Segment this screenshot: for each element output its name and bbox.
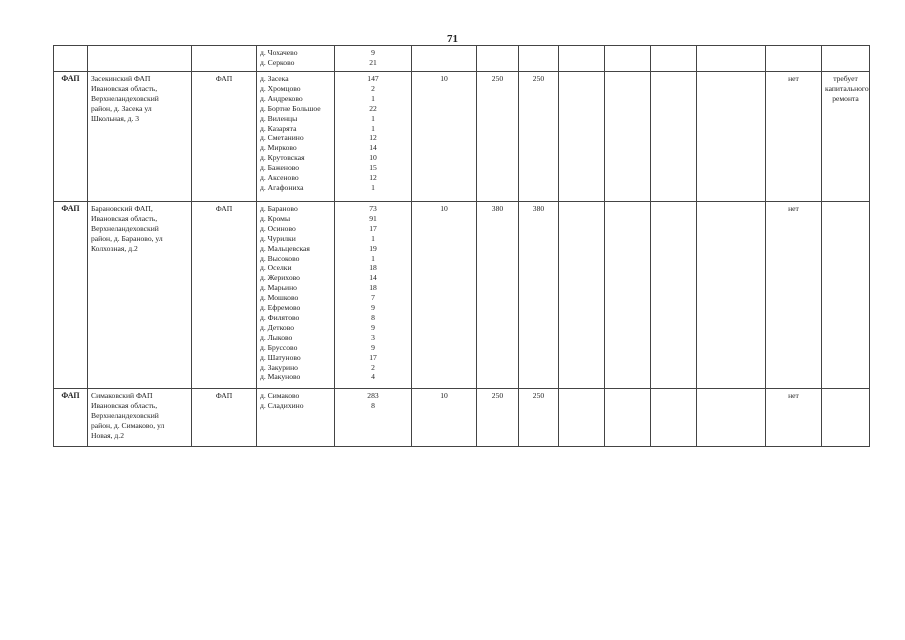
- village-population: 9: [371, 322, 375, 332]
- villages-list: [257, 72, 335, 202]
- facility-type: ФАП: [54, 72, 88, 202]
- village-population: 7: [371, 293, 375, 303]
- village-population: 9: [371, 342, 375, 352]
- village-name: д. Агафониха: [260, 182, 304, 192]
- village-population: 12: [369, 173, 377, 183]
- facility-name-line: Барановский ФАП,: [91, 204, 153, 213]
- page-number: 71: [447, 33, 458, 45]
- col-b-value: 380: [477, 202, 519, 389]
- village-name: д. Высоково: [260, 253, 300, 263]
- village-name: д. Чохачево: [260, 48, 298, 57]
- village-name: д. Шатуново: [260, 352, 301, 362]
- village-name: д. Баженово: [260, 163, 300, 173]
- villages-list: [257, 202, 335, 389]
- village-name: д. Засека: [260, 74, 289, 83]
- village-population: 1: [371, 113, 375, 123]
- facility-kind: ФАП: [192, 72, 257, 202]
- empty-cell: [605, 202, 651, 389]
- village-name: д. Бортне Большое: [260, 103, 321, 113]
- village-population: 17: [369, 352, 377, 362]
- village-name: д. Мошково: [260, 293, 299, 303]
- village-name: д. Закурино: [260, 362, 298, 372]
- village-population: 73: [369, 204, 377, 213]
- village-name: д. Мальцевская: [260, 243, 310, 253]
- col-a-value: 10: [412, 202, 477, 389]
- empty-cell: [697, 202, 766, 389]
- village-name: д. Макуново: [260, 372, 301, 382]
- facility-name-line: Симаковский ФАП: [91, 391, 153, 400]
- empty-cell: [605, 46, 651, 72]
- facility-name-line: район, д. Бараново, ул: [91, 233, 163, 243]
- empty-cell: [697, 389, 766, 447]
- facility-name: [88, 72, 192, 202]
- population-cell: [335, 46, 412, 72]
- village-name: д. Аксеново: [260, 173, 299, 183]
- village-name: д. Мирково: [260, 143, 297, 153]
- village-name: д. Виленцы: [260, 113, 298, 123]
- facility-name-line: район, д. Симаково, ул: [91, 420, 165, 430]
- status-value: нет: [766, 202, 822, 389]
- note-value: [822, 72, 870, 202]
- village-name: д. Осиново: [260, 223, 296, 233]
- villages-cell: [257, 46, 335, 72]
- col-b-value: 250: [477, 389, 519, 447]
- type-cell: [54, 46, 88, 72]
- status-value: нет: [766, 72, 822, 202]
- empty-cell: [559, 46, 605, 72]
- col-a-value: 10: [412, 72, 477, 202]
- col-c-value: 250: [519, 389, 559, 447]
- village-name: д. Лыково: [260, 332, 293, 342]
- kind-cell: [192, 46, 257, 72]
- facility-name-line: Школьная, д. 3: [91, 113, 140, 123]
- empty-cell: [605, 72, 651, 202]
- facility-row: [54, 202, 870, 389]
- facility-name-line: Колхозная, д.2: [91, 243, 138, 253]
- village-population: 147: [367, 74, 379, 83]
- villages-list: [257, 389, 335, 447]
- village-population: 3: [371, 332, 375, 342]
- note-text: требует капитального ремонта: [825, 74, 869, 103]
- empty-cell: [605, 389, 651, 447]
- village-name: д. Серково: [260, 57, 295, 67]
- table-body: [54, 46, 870, 447]
- village-name: д. Крутовская: [260, 153, 305, 163]
- col-c-cell: [519, 46, 559, 72]
- empty-cell: [559, 202, 605, 389]
- facility-kind: ФАП: [192, 202, 257, 389]
- village-population: 2: [371, 362, 375, 372]
- facility-name-line: Засекинский ФАП: [91, 74, 151, 83]
- village-population: 1: [371, 233, 375, 243]
- facility-name-line: Ивановская область,: [91, 213, 158, 223]
- facility-type: ФАП: [54, 202, 88, 389]
- village-name: д. Бруссово: [260, 342, 298, 352]
- empty-cell: [651, 389, 697, 447]
- note-value: [822, 389, 870, 447]
- village-population: 19: [369, 243, 377, 253]
- village-name: д. Ефремово: [260, 303, 301, 313]
- village-name: д. Сметанино: [260, 133, 304, 143]
- village-name: д. Андреково: [260, 93, 303, 103]
- empty-cell: [559, 389, 605, 447]
- facility-name: [88, 389, 192, 447]
- village-name: д. Филятово: [260, 312, 300, 322]
- name-cell: [88, 46, 192, 72]
- village-population: 17: [369, 223, 377, 233]
- village-population: 22: [369, 103, 377, 113]
- population-list: [335, 389, 412, 447]
- col-a-cell: [412, 46, 477, 72]
- village-population: 8: [371, 312, 375, 322]
- village-name: д. Жерихово: [260, 273, 300, 283]
- village-population: 14: [369, 273, 377, 283]
- village-population: 1: [371, 253, 375, 263]
- empty-cell: [651, 202, 697, 389]
- village-name: д. Марьино: [260, 283, 297, 293]
- facility-name-line: Верхнеландеховский: [91, 223, 159, 233]
- village-population: 1: [371, 182, 375, 192]
- facility-name-line: Ивановская область,: [91, 83, 158, 93]
- village-population: 1: [371, 93, 375, 103]
- village-population: 9: [371, 48, 375, 57]
- empty-cell: [697, 72, 766, 202]
- village-name: д. Сладихино: [260, 400, 304, 410]
- village-population: 12: [369, 133, 377, 143]
- facility-type: ФАП: [54, 389, 88, 447]
- village-population: 14: [369, 143, 377, 153]
- empty-cell: [651, 72, 697, 202]
- facility-row: [54, 389, 870, 447]
- facilities-table: [53, 45, 870, 447]
- village-name: д. Казарята: [260, 123, 297, 133]
- col-c-value: 380: [519, 202, 559, 389]
- facility-name-line: район, д. Засека ул: [91, 103, 152, 113]
- col-c-value: 250: [519, 72, 559, 202]
- status-cell: [766, 46, 822, 72]
- col-b-cell: [477, 46, 519, 72]
- facility-name-line: Новая, д.2: [91, 430, 124, 440]
- empty-cell: [651, 46, 697, 72]
- note-value: [822, 202, 870, 389]
- village-population: 283: [367, 391, 379, 400]
- population-list: [335, 202, 412, 389]
- population-list: [335, 72, 412, 202]
- village-population: 18: [369, 283, 377, 293]
- village-name: д. Хромцово: [260, 83, 301, 93]
- village-name: д. Бараново: [260, 204, 298, 213]
- facility-name-line: Ивановская область,: [91, 400, 158, 410]
- village-population: 9: [371, 303, 375, 313]
- continuation-row: [54, 46, 870, 72]
- village-name: д. Детково: [260, 322, 295, 332]
- village-population: 1: [371, 123, 375, 133]
- col-a-value: 10: [412, 389, 477, 447]
- facility-kind: ФАП: [192, 389, 257, 447]
- village-population: 15: [369, 163, 377, 173]
- village-population: 10: [369, 153, 377, 163]
- village-population: 21: [369, 57, 377, 67]
- facility-name-line: Верхнеландеховский: [91, 93, 159, 103]
- village-name: д. Симаково: [260, 391, 300, 400]
- village-population: 8: [371, 400, 375, 410]
- empty-cell: [559, 72, 605, 202]
- status-value: нет: [766, 389, 822, 447]
- village-population: 4: [371, 372, 375, 382]
- village-population: 18: [369, 263, 377, 273]
- facility-row: [54, 72, 870, 202]
- village-name: д. Оселки: [260, 263, 292, 273]
- facility-name: [88, 202, 192, 389]
- note-cell: [822, 46, 870, 72]
- village-name: д. Чурилки: [260, 233, 296, 243]
- empty-cell: [697, 46, 766, 72]
- facility-name-line: Верхнеландеховский: [91, 410, 159, 420]
- village-population: 2: [371, 83, 375, 93]
- village-name: д. Кромы: [260, 213, 291, 223]
- col-b-value: 250: [477, 72, 519, 202]
- village-population: 91: [369, 213, 377, 223]
